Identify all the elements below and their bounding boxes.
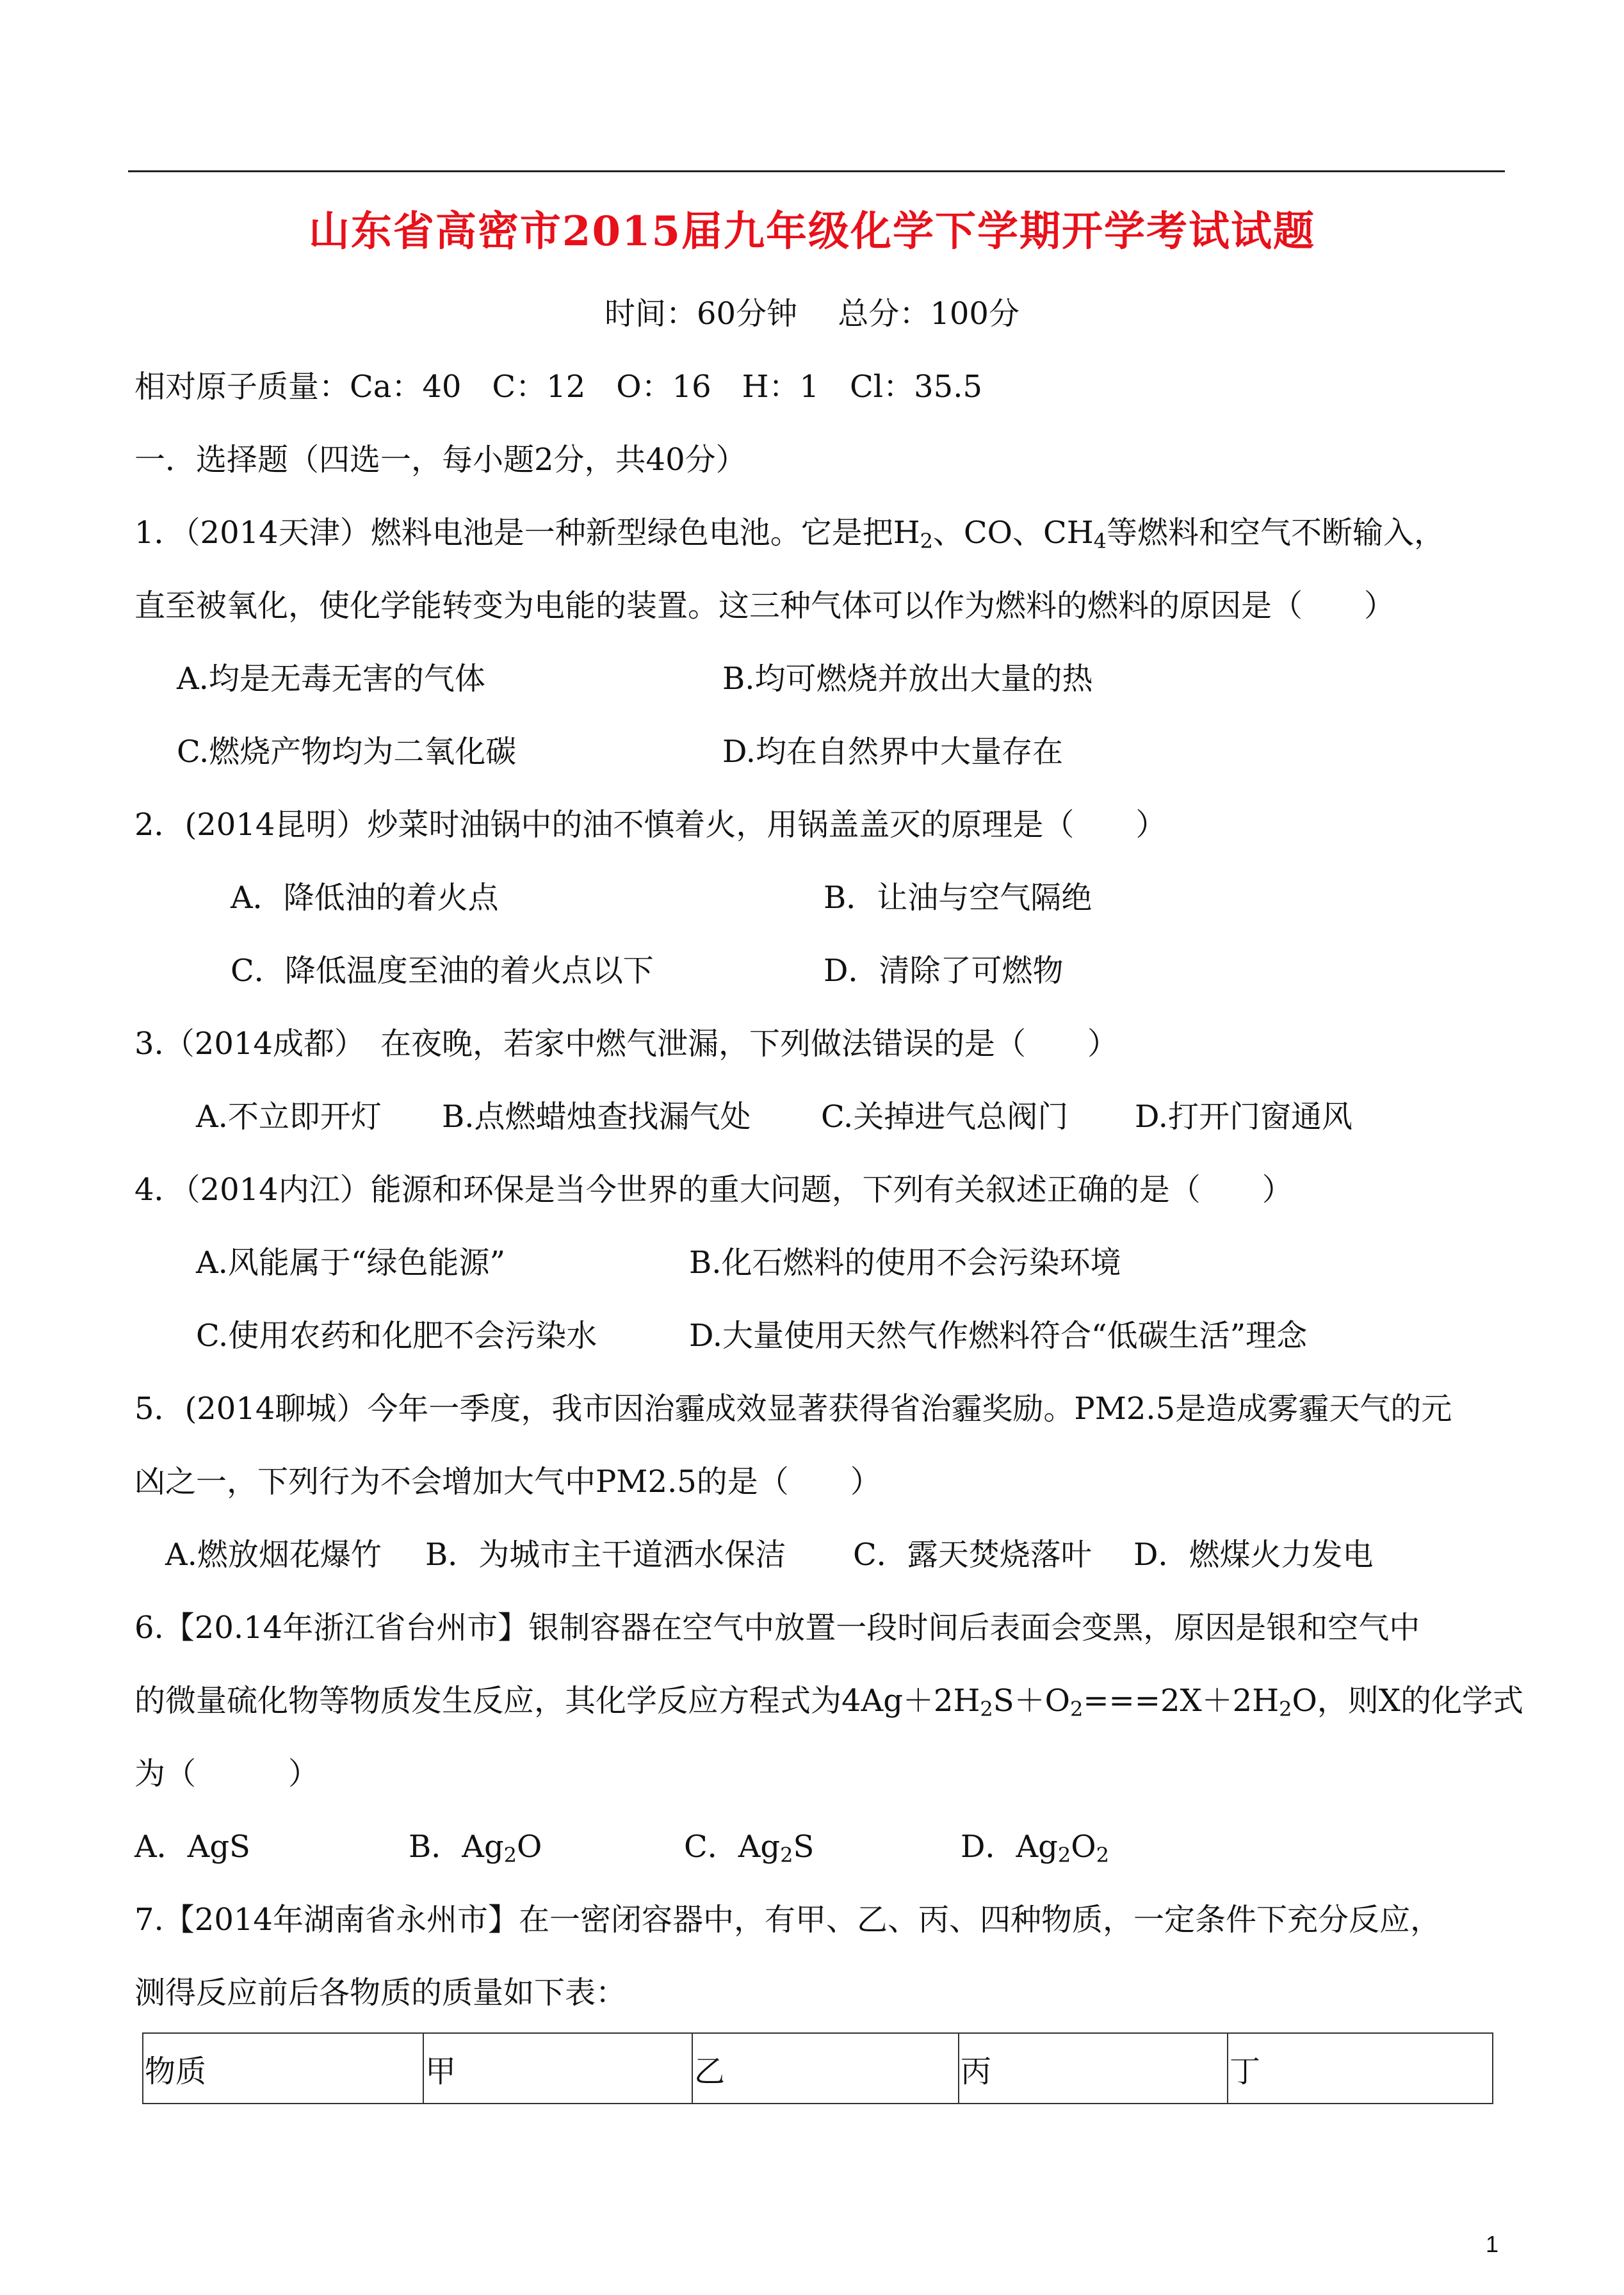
q5-stem-line2: 凶之一，下列行为不会增加大气中PM2.5的是（ ） [134,1464,881,1500]
table-header-cell: 甲 [423,2033,692,2104]
q6-stem-line1: 6.【20.14年浙江省台州市】银制容器在空气中放置一段时间后表面会变黑，原因是银和空气中 [134,1610,1420,1646]
q3-option-b: B.点燃蜡烛查找漏气处 [442,1099,751,1135]
q6-option-d: D．$Ag_2O_2$ [961,1829,1109,1867]
q1-option-c: C.燃烧产物均为二氧化碳 [177,734,517,770]
q6-stem-line2: 的微量硫化物等物质发生反应，其化学反应方程式为$4Ag+2H_2S+O_2===2X+2H_2O$，则X的化学式 [134,1683,1523,1721]
q7-stem-line2: 测得反应前后各物质的质量如下表： [134,1975,627,2011]
q5-option-c: C．露天焚烧落叶 [853,1537,1092,1573]
section-heading: 一．选择题（四选一，每小题2分，共40分） [134,442,747,478]
q2-option-b: B．让油与空气隔绝 [824,880,1092,916]
q1-option-d: D.均在自然界中大量存在 [722,734,1064,770]
time-score: 时间：60分钟 总分：100分 [605,296,1019,332]
q6-option-c: C．$Ag_2S$ [684,1829,815,1867]
table-header-cell: 乙 [692,2033,959,2104]
table-header-cell: 丁 [1228,2033,1493,2104]
q4-option-b: B.化石燃料的使用不会污染环境 [689,1245,1121,1281]
table-header-cell: 物质 [143,2033,423,2104]
q1-option-a: A.均是无毒无害的气体 [177,661,485,697]
q6-option-b: B．$Ag_2O$ [409,1829,542,1867]
q6-option-a: A．AgS [134,1829,250,1865]
q3-option-a: A.不立即开灯 [196,1099,382,1135]
q1-stem-line2: 直至被氧化，使化学能转变为电能的装置。这三种气体可以作为燃料的燃料的原因是（ ） [134,588,1395,624]
table-row [143,2033,1493,2104]
q2-stem: 2．(2014昆明）炒菜时油锅中的油不慎着火，用锅盖盖灭的原理是（ ） [134,807,1167,843]
q3-option-d: D.打开门窗通风 [1135,1099,1353,1135]
table-header-cell: 丙 [959,2033,1228,2104]
q5-stem-line1: 5．(2014聊城）今年一季度，我市因治霾成效显著获得省治霾奖励。PM2.5是造成雾霾天气的元 [134,1391,1452,1427]
q4-option-d: D.大量使用天然气作燃料符合“低碳生活”理念 [689,1318,1308,1354]
q2-option-a: A．降低油的着火点 [231,880,499,916]
q5-option-b: B．为城市主干道洒水保洁 [425,1537,786,1573]
q3-option-c: C.关掉进气总阀门 [821,1099,1069,1135]
q5-option-d: D．燃煤火力发电 [1133,1537,1374,1573]
q1-option-b: B.均可燃烧并放出大量的热 [722,661,1093,697]
page-number: 1 [1485,2231,1498,2257]
q4-option-a: A.风能属于“绿色能源” [196,1245,506,1281]
atomic-mass: 相对原子质量：Ca：40 C：12 O：16 H：1 Cl：35.5 [134,369,983,405]
mass-table [142,2032,1493,2104]
q3-stem: 3.（2014成都） 在夜晚，若家中燃气泄漏，下列做法错误的是（ ） [134,1026,1118,1062]
q2-option-d: D．清除了可燃物 [824,953,1064,989]
q6-stem-line3: 为（ ） [134,1756,320,1792]
page-title: 山东省高密市2015届九年级化学下学期开学考试试题 [308,207,1316,255]
q7-stem-line1: 7.【2014年湖南省永州市】在一密闭容器中，有甲、乙、丙、四种物质，一定条件下充分反应， [134,1902,1441,1938]
header-rule [128,170,1505,172]
q5-option-a: A.燃放烟花爆竹 [165,1537,382,1573]
q1-stem-line1: 1．（2014天津）燃料电池是一种新型绿色电池。它是把$H_2$、CO、$CH_4$等燃料和空气不断输入， [134,515,1445,553]
q4-option-c: C.使用农药和化肥不会污染水 [196,1318,597,1354]
q2-option-c: C．降低温度至油的着火点以下 [231,953,654,989]
q4-stem: 4．（2014内江）能源和环保是当今世界的重大问题，下列有关叙述正确的是（ ） [134,1172,1293,1208]
